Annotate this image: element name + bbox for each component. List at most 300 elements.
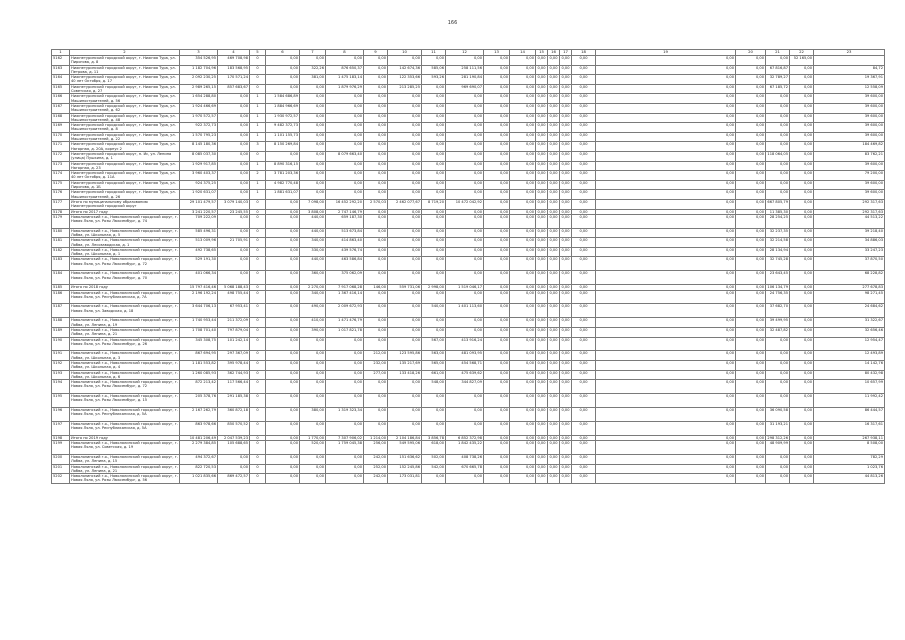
value-cell: 0,00 <box>364 247 388 257</box>
value-cell: 0,00 <box>266 370 300 380</box>
value-cell: 520,00 <box>300 441 326 455</box>
value-cell: 0,00 <box>266 285 300 290</box>
value-cell: 0,00 <box>572 380 596 394</box>
value-cell: 39 600,00 <box>814 190 885 200</box>
value-cell: 0,00 <box>596 271 736 285</box>
value-cell: 292 317,63 <box>814 209 885 214</box>
value-cell: 0,00 <box>446 214 484 228</box>
value-cell: 0,00 <box>736 56 766 66</box>
value-cell: 0,00 <box>736 238 766 248</box>
value-cell: 0,00 <box>766 454 790 464</box>
value-cell: 0,00 <box>484 257 510 271</box>
value-cell: 0,00 <box>326 142 364 152</box>
value-cell: 0,00 <box>560 228 572 238</box>
value-cell: 0,00 <box>266 421 300 435</box>
value-cell: 0,00 <box>736 199 766 209</box>
value-cell: 0,00 <box>510 142 536 152</box>
value-cell: 0,00 <box>596 171 736 181</box>
value-cell: 0,00 <box>736 361 766 371</box>
value-cell: 513 009,96 <box>180 238 218 248</box>
value-cell: 0,00 <box>266 464 300 474</box>
value-cell: 857 683,67 <box>218 84 250 94</box>
value-cell: 277 678,83 <box>814 285 885 290</box>
value-cell: 0,00 <box>484 361 510 371</box>
value-cell: 0,00 <box>736 257 766 271</box>
value-cell: 0,00 <box>510 199 536 209</box>
table-row <box>52 94 885 104</box>
value-cell: 0,00 <box>736 441 766 455</box>
value-cell: 101 242,14 <box>218 337 250 351</box>
value-cell: 0,00 <box>596 228 736 238</box>
value-cell: 0,00 <box>548 113 560 123</box>
value-cell: 0,00 <box>548 142 560 152</box>
value-cell: 0,00 <box>510 290 536 304</box>
value-cell: 0,00 <box>364 380 388 394</box>
value-cell: 0,00 <box>790 75 814 85</box>
value-cell: 0,00 <box>736 304 766 318</box>
value-cell: 0,00 <box>422 142 446 152</box>
address-cell: Новолялинский г.о., Новолялинский городской округ, г. Новая Ляля, ул. Советская, д. 19 <box>70 441 180 455</box>
value-cell: 0,00 <box>736 474 766 484</box>
value-cell: 0,00 <box>388 180 422 190</box>
value-cell: 667 805,79 <box>766 199 790 209</box>
value-cell: 10 481 206,49 <box>180 435 218 440</box>
value-cell: 0,00 <box>388 171 422 181</box>
value-cell: 10 472 042,92 <box>446 199 484 209</box>
value-cell: 0 <box>250 380 266 394</box>
address-cell: Новолялинский г.о., Новолялинский городской округ, г. Новая Ляля, ул. Розы Люксембург, д. 72 <box>70 380 180 394</box>
column-number-cell: 12 <box>446 50 484 56</box>
value-cell: 0,00 <box>364 94 388 104</box>
value-cell: 0,00 <box>596 361 736 371</box>
table-row <box>52 454 885 464</box>
table-row <box>52 190 885 200</box>
value-cell: 0,00 <box>736 435 766 440</box>
value-cell: 0,00 <box>388 132 422 142</box>
address-cell: Новолялинский г.о., Новолялинский городской округ, г. Лобва, ул. Ленина, д. 15 <box>71 454 178 464</box>
address-cell: Итого по муниципальному образованию Нижнетуринский городской округ <box>70 199 180 209</box>
value-cell: 0,00 <box>790 271 814 285</box>
value-cell: 0,00 <box>364 421 388 435</box>
value-cell: 16 317,61 <box>814 421 885 435</box>
table-row <box>52 214 885 228</box>
value-cell: 0,00 <box>572 464 596 474</box>
row-number-cell: 5188 <box>52 318 70 328</box>
column-number-cell: 7 <box>300 50 326 56</box>
value-cell: 0,00 <box>596 370 736 380</box>
value-cell: 0,00 <box>218 171 250 181</box>
table-row <box>52 238 885 248</box>
value-cell: 0,00 <box>422 123 446 133</box>
value-cell: 498 755,44 <box>218 290 250 304</box>
address-cell: Новолялинский г.о., Новолялинский городской округ, г. Новая Ляля, ул. Республиканская, д. 5А <box>70 407 180 421</box>
value-cell: 0,00 <box>536 151 548 161</box>
address-cell: Нижнетуринский городской округ, г. Нижняя Тура, ул. Машиностроителей, д. 56 <box>70 94 180 104</box>
value-cell: 277,00 <box>364 370 388 380</box>
value-cell: 0,00 <box>218 123 250 133</box>
value-cell: 0,00 <box>446 113 484 123</box>
value-cell: 0,00 <box>326 171 364 181</box>
value-cell: 0 <box>250 474 266 484</box>
row-number-cell: 5173 <box>52 161 70 171</box>
value-cell: 252,00 <box>364 464 388 474</box>
value-cell: 0,00 <box>596 214 736 228</box>
value-cell: 0,00 <box>326 474 364 484</box>
value-cell: 872 213,42 <box>180 380 218 394</box>
value-cell: 67 816,87 <box>766 65 790 75</box>
value-cell: 0,00 <box>548 132 560 142</box>
value-cell: 0,00 <box>300 123 326 133</box>
value-cell: 0,00 <box>218 94 250 104</box>
value-cell: 0,00 <box>484 209 510 214</box>
value-cell: 876 650,37 <box>326 65 364 75</box>
value-cell: 0,00 <box>484 407 510 421</box>
value-cell: 0,00 <box>548 65 560 75</box>
value-cell: 0,00 <box>766 474 790 484</box>
value-cell: 0,00 <box>790 142 814 152</box>
address-cell: Новолялинский г.о., Новолялинский городской округ, г. Новая Ляля, ул. Розы Люксембург, д. 56 <box>71 474 178 483</box>
value-cell: 0,00 <box>548 123 560 133</box>
row-number-cell: 5184 <box>52 271 70 285</box>
table-row <box>52 474 885 484</box>
value-cell: 0,00 <box>364 113 388 123</box>
value-cell: 0,00 <box>536 290 548 304</box>
value-cell: 0,00 <box>422 214 446 228</box>
value-cell: 0,00 <box>560 361 572 371</box>
value-cell: 0,00 <box>790 380 814 394</box>
value-cell: 0,00 <box>484 238 510 248</box>
value-cell: 0,00 <box>326 123 364 133</box>
row-number-cell: 5165 <box>52 84 70 94</box>
value-cell: 822 720,53 <box>180 464 218 474</box>
row-number-cell: 5164 <box>52 75 70 85</box>
table-row <box>52 370 885 380</box>
value-cell: 0,00 <box>596 337 736 351</box>
value-cell: 354 526,95 <box>180 56 218 66</box>
value-cell: 0,00 <box>548 380 560 394</box>
value-cell: 0,00 <box>326 337 364 351</box>
value-cell: 0,00 <box>422 161 446 171</box>
value-cell: 0 <box>250 228 266 238</box>
value-cell: 0 <box>250 209 266 214</box>
value-cell: 0,00 <box>572 180 596 190</box>
value-cell: 0,00 <box>388 271 422 285</box>
value-cell: 0,00 <box>510 441 536 455</box>
table-row <box>52 161 885 171</box>
address-cell: Новолялинский г.о., Новолялинский городской округ, г. Лобва, ул. Лесозаводская, д. 1 <box>71 238 178 247</box>
value-cell: 0,00 <box>484 84 510 94</box>
value-cell: 0,00 <box>560 421 572 435</box>
value-cell: 67 185,72 <box>766 84 790 94</box>
value-cell: 213 285,25 <box>388 84 422 94</box>
value-cell: 0,00 <box>572 370 596 380</box>
value-cell: 0,00 <box>484 271 510 285</box>
value-cell: 0,00 <box>790 161 814 171</box>
value-cell: 0,00 <box>766 190 790 200</box>
value-cell: 0,00 <box>536 214 548 228</box>
value-cell: 39 218,40 <box>814 228 885 238</box>
value-cell: 0,00 <box>548 84 560 94</box>
value-cell: 0,00 <box>596 56 736 66</box>
value-cell: 0,00 <box>596 380 736 394</box>
value-cell: 0,00 <box>326 190 364 200</box>
value-cell: 0,00 <box>736 454 766 464</box>
table-row <box>52 171 885 181</box>
value-cell: 0,00 <box>326 454 364 464</box>
table-row <box>52 142 885 152</box>
value-cell: 0,00 <box>736 75 766 85</box>
value-cell: 0,00 <box>300 394 326 408</box>
value-cell: 0,00 <box>422 228 446 238</box>
value-cell: 0,00 <box>388 337 422 351</box>
address-cell: Нижнетуринский городской округ, г. Нижняя Тура, ул. Машиностроителей, д. 8 <box>70 123 180 133</box>
value-cell: 440,00 <box>300 228 326 238</box>
value-cell: 0,00 <box>548 337 560 351</box>
value-cell: 0,00 <box>218 257 250 271</box>
value-cell: 0,00 <box>326 113 364 123</box>
value-cell: 0,00 <box>266 228 300 238</box>
value-cell: 0,00 <box>510 190 536 200</box>
value-cell: 0,00 <box>484 94 510 104</box>
value-cell: 0,00 <box>790 94 814 104</box>
value-cell: 1 879 976,29 <box>326 84 364 94</box>
row-number-cell: 5192 <box>52 361 70 371</box>
value-cell: 0,00 <box>766 361 790 371</box>
value-cell: 4 982 770,48 <box>266 180 300 190</box>
value-cell: 0,00 <box>548 180 560 190</box>
value-cell: 0,00 <box>572 247 596 257</box>
value-cell: 0,00 <box>766 180 790 190</box>
value-cell: 0,00 <box>766 464 790 474</box>
value-cell: 0,00 <box>484 464 510 474</box>
value-cell: 0,00 <box>484 421 510 435</box>
address-cell: Новолялинский г.о., Новолялинский городской округ, г. Новая Ляля, ул. Розы Люксембург, д. 74 <box>70 214 180 228</box>
address-cell: Новолялинский г.о., Новолялинский городской округ, г. Лобва, ул. Ленина, д. 19 <box>71 318 178 327</box>
table-row <box>52 75 885 85</box>
value-cell: 0,00 <box>596 304 736 318</box>
value-cell: 0,00 <box>536 180 548 190</box>
value-cell: 0,00 <box>446 161 484 171</box>
value-cell: 0,00 <box>484 151 510 161</box>
value-cell: 0,00 <box>560 94 572 104</box>
value-cell: 0,00 <box>364 84 388 94</box>
value-cell: 0,00 <box>364 65 388 75</box>
value-cell: 0,00 <box>388 190 422 200</box>
value-cell: 0,00 <box>484 435 510 440</box>
value-cell: 2 104 186,84 <box>388 435 422 440</box>
value-cell: 0,00 <box>266 441 300 455</box>
row-number-cell: 5193 <box>52 370 70 380</box>
value-cell: 0,00 <box>548 228 560 238</box>
column-number-cell: 11 <box>422 50 446 56</box>
value-cell: 0,00 <box>572 441 596 455</box>
value-cell: 0,00 <box>790 370 814 380</box>
value-cell: 0,00 <box>364 271 388 285</box>
value-cell: 0,00 <box>266 454 300 464</box>
value-cell: 502,00 <box>422 454 446 464</box>
value-cell: 0,00 <box>484 370 510 380</box>
value-cell: 0,00 <box>736 380 766 394</box>
value-cell: 3 808,00 <box>300 209 326 214</box>
table-row <box>52 199 885 209</box>
value-cell: 0,00 <box>446 238 484 248</box>
value-cell: 39 600,00 <box>814 94 885 104</box>
value-cell: 0,00 <box>364 132 388 142</box>
value-cell: 0,00 <box>484 214 510 228</box>
table-row <box>52 257 885 271</box>
value-cell: 19 367,91 <box>814 75 885 85</box>
value-cell: 0,00 <box>218 228 250 238</box>
value-cell: 0 <box>250 318 266 328</box>
value-cell: 9 482 372,73 <box>266 123 300 133</box>
row-number-cell: 5176 <box>52 190 70 200</box>
value-cell: 0,00 <box>536 327 548 337</box>
value-cell: 0,00 <box>484 380 510 394</box>
value-cell: 267 938,11 <box>814 435 885 440</box>
row-number-cell: 5181 <box>52 238 70 248</box>
value-cell: 0,00 <box>364 238 388 248</box>
value-cell: 661,00 <box>422 370 446 380</box>
value-cell: 1 <box>250 103 266 113</box>
value-cell: 0,00 <box>446 180 484 190</box>
value-cell: 0,00 <box>766 370 790 380</box>
value-cell: 0 <box>250 290 266 304</box>
value-cell: 0,00 <box>560 474 572 484</box>
address-cell: Новолялинский г.о., Новолялинский городской округ, г. Новая Ляля, ул. Розы Люксембург, д. 26 <box>70 337 180 351</box>
value-cell: 0,00 <box>572 132 596 142</box>
value-cell: 922 372,73 <box>180 123 218 133</box>
value-cell: 0,00 <box>364 327 388 337</box>
value-cell: 0,00 <box>536 199 548 209</box>
table-row <box>52 123 885 133</box>
value-cell: 0,00 <box>422 180 446 190</box>
value-cell: 0,00 <box>510 151 536 161</box>
value-cell: 1 <box>250 132 266 142</box>
value-cell: 0,00 <box>536 257 548 271</box>
row-number-cell: 5194 <box>52 380 70 394</box>
value-cell: 0,00 <box>537 209 546 214</box>
value-cell: 475 639,62 <box>446 370 484 380</box>
value-cell: 709 222,09 <box>180 214 218 228</box>
value-cell: 0,00 <box>736 464 766 474</box>
value-cell: 0,00 <box>484 228 510 238</box>
value-cell: 37 682,70 <box>766 304 790 318</box>
value-cell: 0,00 <box>484 132 510 142</box>
value-cell: 0,00 <box>560 171 572 181</box>
value-cell: 0,00 <box>572 327 596 337</box>
value-cell: 0,00 <box>572 474 596 484</box>
value-cell: 0,00 <box>790 285 814 290</box>
value-cell: 1 021 835,66 <box>180 474 218 484</box>
value-cell: 0,00 <box>736 132 766 142</box>
address-cell: Нижнетуринский городской округ, г. Нижняя Тура, ул. Машиностроителей, д. 22 <box>70 132 180 142</box>
value-cell: 0,00 <box>536 394 548 408</box>
column-number-cell: 10 <box>388 50 422 56</box>
value-cell: 0,00 <box>484 304 510 318</box>
value-cell: 0,00 <box>548 421 560 435</box>
table-row <box>52 407 885 421</box>
value-cell: 8 508,00 <box>814 441 885 455</box>
value-cell: 0,00 <box>510 361 536 371</box>
value-cell: 0,00 <box>572 304 596 318</box>
value-cell: 1 260 085,93 <box>180 370 218 380</box>
value-cell: 0,00 <box>790 123 814 133</box>
value-cell: 0,00 <box>510 337 536 351</box>
row-number-cell: 5199 <box>52 441 70 455</box>
value-cell: 1 970 572,57 <box>180 113 218 123</box>
value-cell: 67 953,41 <box>218 304 250 318</box>
value-cell: 0,00 <box>484 56 510 66</box>
value-cell: 1 920 631,07 <box>180 190 218 200</box>
row-number-cell: 5185 <box>52 285 70 290</box>
value-cell: 0,00 <box>364 56 388 66</box>
value-cell: 0,00 <box>536 421 548 435</box>
value-cell: 439 576,74 <box>326 247 364 257</box>
value-cell: 21 705,91 <box>218 238 250 248</box>
value-cell: 0,00 <box>596 394 736 408</box>
value-cell: 0,00 <box>790 454 814 464</box>
value-cell: 0,00 <box>572 75 596 85</box>
value-cell: 0,00 <box>596 407 736 421</box>
value-cell: 0,00 <box>446 290 484 304</box>
value-cell: 0,00 <box>510 161 536 171</box>
value-cell: 0,00 <box>736 214 766 228</box>
value-cell: 0,00 <box>510 370 536 380</box>
value-cell: 0,00 <box>364 337 388 351</box>
value-cell: 23 643,45 <box>766 271 790 285</box>
row-number-cell: 5183 <box>52 257 70 271</box>
value-cell: 0,00 <box>326 103 364 113</box>
address-cell: Нижнетуринский городской округ, г. Нижняя Тура, ул. Петрова, д. 11 <box>70 65 180 75</box>
value-cell: 0,00 <box>388 151 422 161</box>
value-cell: 0,00 <box>548 94 560 104</box>
value-cell: 31 193,21 <box>766 421 790 435</box>
address-cell: Нижнетуринский городской округ, г. Нижняя Тура, ул. Машиностроителей, д. 62 <box>70 103 180 113</box>
value-cell: 2 989 265,15 <box>180 84 218 94</box>
value-cell: 0,00 <box>266 271 300 285</box>
value-cell: 0,00 <box>300 421 326 435</box>
value-cell: 0,00 <box>422 238 446 248</box>
value-cell: 0,00 <box>388 304 422 318</box>
value-cell: 0,00 <box>422 474 446 484</box>
column-number-cell: 22 <box>790 50 814 56</box>
value-cell: 0,00 <box>300 84 326 94</box>
budget-table <box>51 49 885 484</box>
value-cell: 0,00 <box>572 337 596 351</box>
table-row <box>52 290 885 304</box>
value-cell: 10 657,99 <box>814 380 885 394</box>
value-cell: 0,00 <box>736 327 766 337</box>
value-cell: 0,00 <box>300 113 326 123</box>
value-cell: 0,00 <box>364 304 388 318</box>
row-number-cell: 5167 <box>52 103 70 113</box>
value-cell: 0,00 <box>736 142 766 152</box>
value-cell: 298 312,26 <box>767 435 788 440</box>
value-cell: 0,00 <box>560 238 572 248</box>
value-cell: 44 813,26 <box>814 474 885 484</box>
value-cell: 0,00 <box>790 361 814 371</box>
value-cell: 1 017 821,78 <box>326 327 364 337</box>
value-cell: 0,00 <box>596 285 736 290</box>
value-cell: 0,00 <box>510 407 536 421</box>
value-cell: 0,00 <box>596 199 736 209</box>
value-cell: 0,00 <box>484 285 510 290</box>
value-cell: 414 863,40 <box>326 238 364 248</box>
value-cell: 0,00 <box>548 214 560 228</box>
value-cell: 0,00 <box>364 171 388 181</box>
table-row <box>52 84 885 94</box>
value-cell: 0,00 <box>364 318 388 328</box>
